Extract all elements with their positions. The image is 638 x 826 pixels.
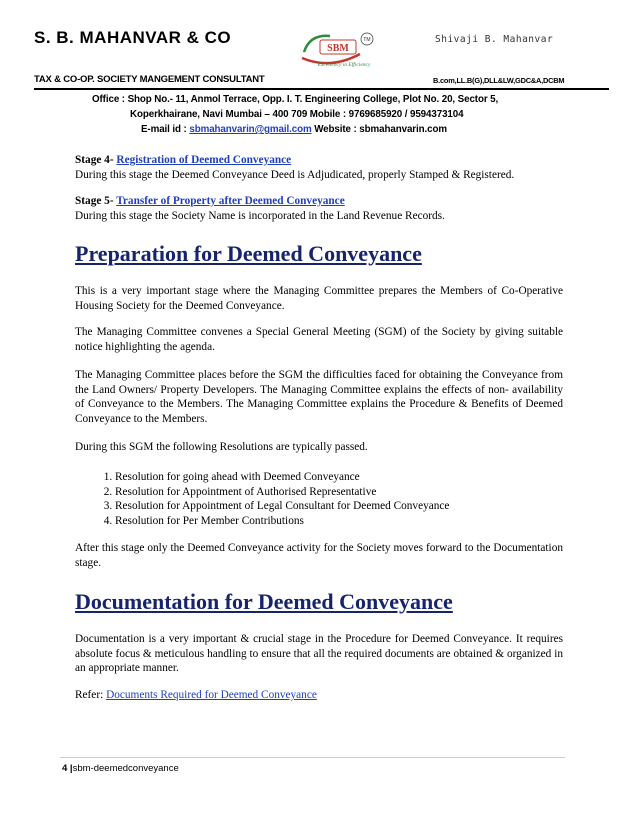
list-item: 4. Resolution for Per Member Contributions bbox=[115, 514, 563, 529]
document-name: sbm-deemedconveyance bbox=[72, 763, 179, 774]
preparation-paragraph: After this stage only the Deemed Conveyance activity for the Society moves forward to the Documentation stage. bbox=[75, 542, 563, 569]
firm-name: S. B. MAHANVAR & CO bbox=[34, 28, 232, 47]
preparation-paragraph: This is a very important stage where the Managing Committee prepares the Members of Co-Operative Housing Society for the Deemed Conveyance. bbox=[75, 285, 563, 312]
list-item: 2. Resolution for Appointment of Authorised Representative bbox=[115, 485, 563, 500]
trademark-badge: TM bbox=[363, 37, 371, 43]
footer-divider bbox=[60, 757, 565, 758]
logo-tagline: Excellency in Efficiency bbox=[317, 62, 371, 68]
stage-description: During this stage the Society Name is incorporated in the Land Revenue Records. bbox=[75, 209, 445, 222]
refer-label: Refer: bbox=[75, 689, 107, 701]
website-label: Website : sbmahanvarin.com bbox=[311, 124, 447, 135]
address-line-2: Koperkhairane, Navi Mumbai – 400 709 Mobile : 9769685920 / 9594373104 bbox=[130, 109, 464, 120]
stage-description: During this stage the Deemed Conveyance Deed is Adjudicated, properly Stamped & Registered. bbox=[75, 168, 515, 181]
header-divider bbox=[34, 88, 609, 90]
documents-required-link[interactable]: Documents Required for Deemed Conveyance bbox=[106, 689, 317, 701]
consultant-role: TAX & CO-OP. SOCIETY MANGEMENT CONSULTANT bbox=[34, 74, 265, 85]
preparation-paragraph: The Managing Committee convenes a Special General Meeting (SGM) of the Society by giving suitable notice highlighting the agenda. bbox=[75, 326, 563, 353]
stage-5-link[interactable]: Transfer of Property after Deemed Conveyance bbox=[116, 195, 345, 207]
preparation-heading: Preparation for Deemed Conveyance bbox=[75, 241, 422, 266]
footer-separator: | bbox=[67, 763, 73, 774]
list-item: 3. Resolution for Appointment of Legal Consultant for Deemed Conveyance bbox=[115, 499, 563, 514]
list-item: 1. Resolution for going ahead with Deemed Conveyance bbox=[115, 470, 563, 485]
documentation-heading: Documentation for Deemed Conveyance bbox=[75, 589, 453, 614]
contact-line bbox=[141, 124, 447, 135]
documentation-paragraph: Documentation is a very important & crucial stage in the Procedure for Deemed Conveyance. It requires absolute focus & meticulous handling to ensure that all the required documents are obtained & organized in an appropriate manner. bbox=[75, 633, 563, 675]
stage-label: Stage 4- bbox=[75, 154, 117, 166]
address-line-1: Office : Shop No.- 11, Anmol Terrace, Opp. I. T. Engineering College, Plot No. 20, Sector 5, bbox=[92, 94, 499, 105]
stage-4 bbox=[75, 153, 563, 182]
page-number: 4 bbox=[62, 763, 68, 774]
refer-line bbox=[75, 688, 563, 703]
person-name: Shivaji B. Mahanvar bbox=[435, 34, 554, 45]
stage-5 bbox=[75, 194, 563, 223]
sbm-logo bbox=[300, 30, 378, 74]
preparation-paragraph: During this SGM the following Resolutions are typically passed. bbox=[75, 441, 368, 453]
preparation-paragraph: The Managing Committee places before the SGM the difficulties faced for obtaining the Conveyance from the Land Owners/ Property Developers. The Managing Committee explains the effects of non- availability of Conveyance to the Members. The Managing Committee explains the Procedure & Benefits of Deemed Conveyance to the Members. bbox=[75, 369, 563, 426]
qualifications: B.com,LL.B(G),DLL&LW,GDC&A,DCBM bbox=[433, 76, 565, 85]
email-link[interactable]: sbmahanvarin@gmail.com bbox=[189, 124, 312, 135]
stage-label: Stage 5- bbox=[75, 195, 117, 207]
logo-text: SBM bbox=[327, 43, 349, 54]
stage-4-link[interactable]: Registration of Deemed Conveyance bbox=[116, 154, 292, 166]
email-label: E-mail id : bbox=[141, 124, 190, 135]
page-footer bbox=[62, 763, 179, 774]
resolutions-list bbox=[75, 470, 563, 529]
